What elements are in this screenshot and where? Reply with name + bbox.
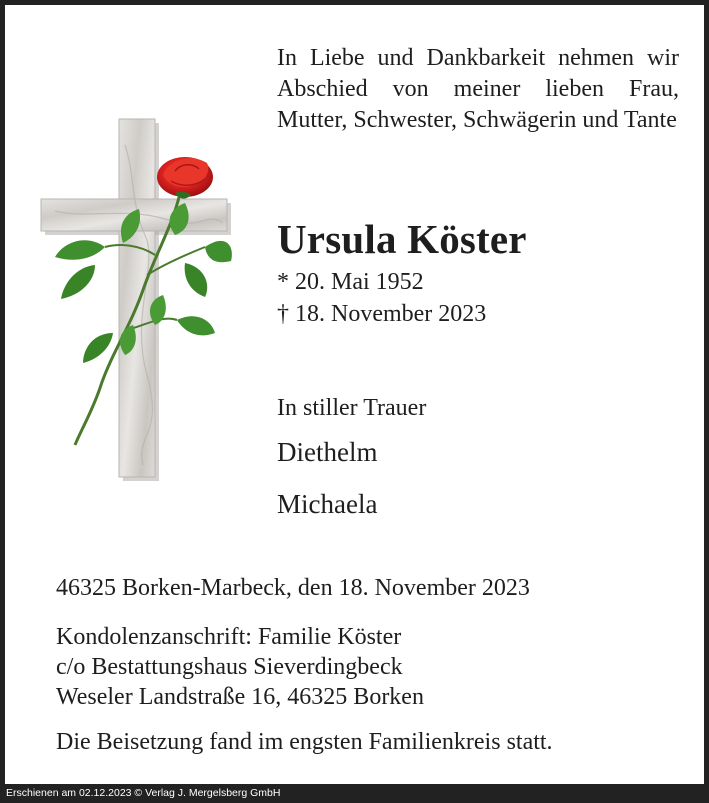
address-line: c/o Bestattungshaus Sieverdingbeck [56,654,403,680]
publication-footer: Erschienen am 02.12.2023 © Verlag J. Mergelsberg GmbH [0,784,709,803]
mourner-name: Diethelm [277,437,378,467]
burial-note: Die Beisetzung fand im engsten Familienkreis statt. [56,729,553,755]
mourner-name: Michaela [277,489,378,519]
intro-text: In Liebe und Dankbarkeit nehmen wir Abschied von meiner lieben Frau, Mutter, Schwester, Schwägerin und Tante [277,45,679,133]
cross-with-rose-image [35,115,235,485]
cross-rose-illustration [35,115,235,485]
grief-line: In stiller Trauer [277,395,427,421]
death-date: † 18. November 2023 [277,301,487,327]
address-line: Weseler Landstraße 16, 46325 Borken [56,684,424,710]
condolence-address [56,622,424,712]
deceased-name: Ursula Köster [277,216,527,262]
place-date: 46325 Borken-Marbeck, den 18. November 2023 [56,575,530,601]
birth-date: * 20. Mai 1952 [277,269,424,295]
address-line: Kondolenzanschrift: Familie Köster [56,624,402,650]
